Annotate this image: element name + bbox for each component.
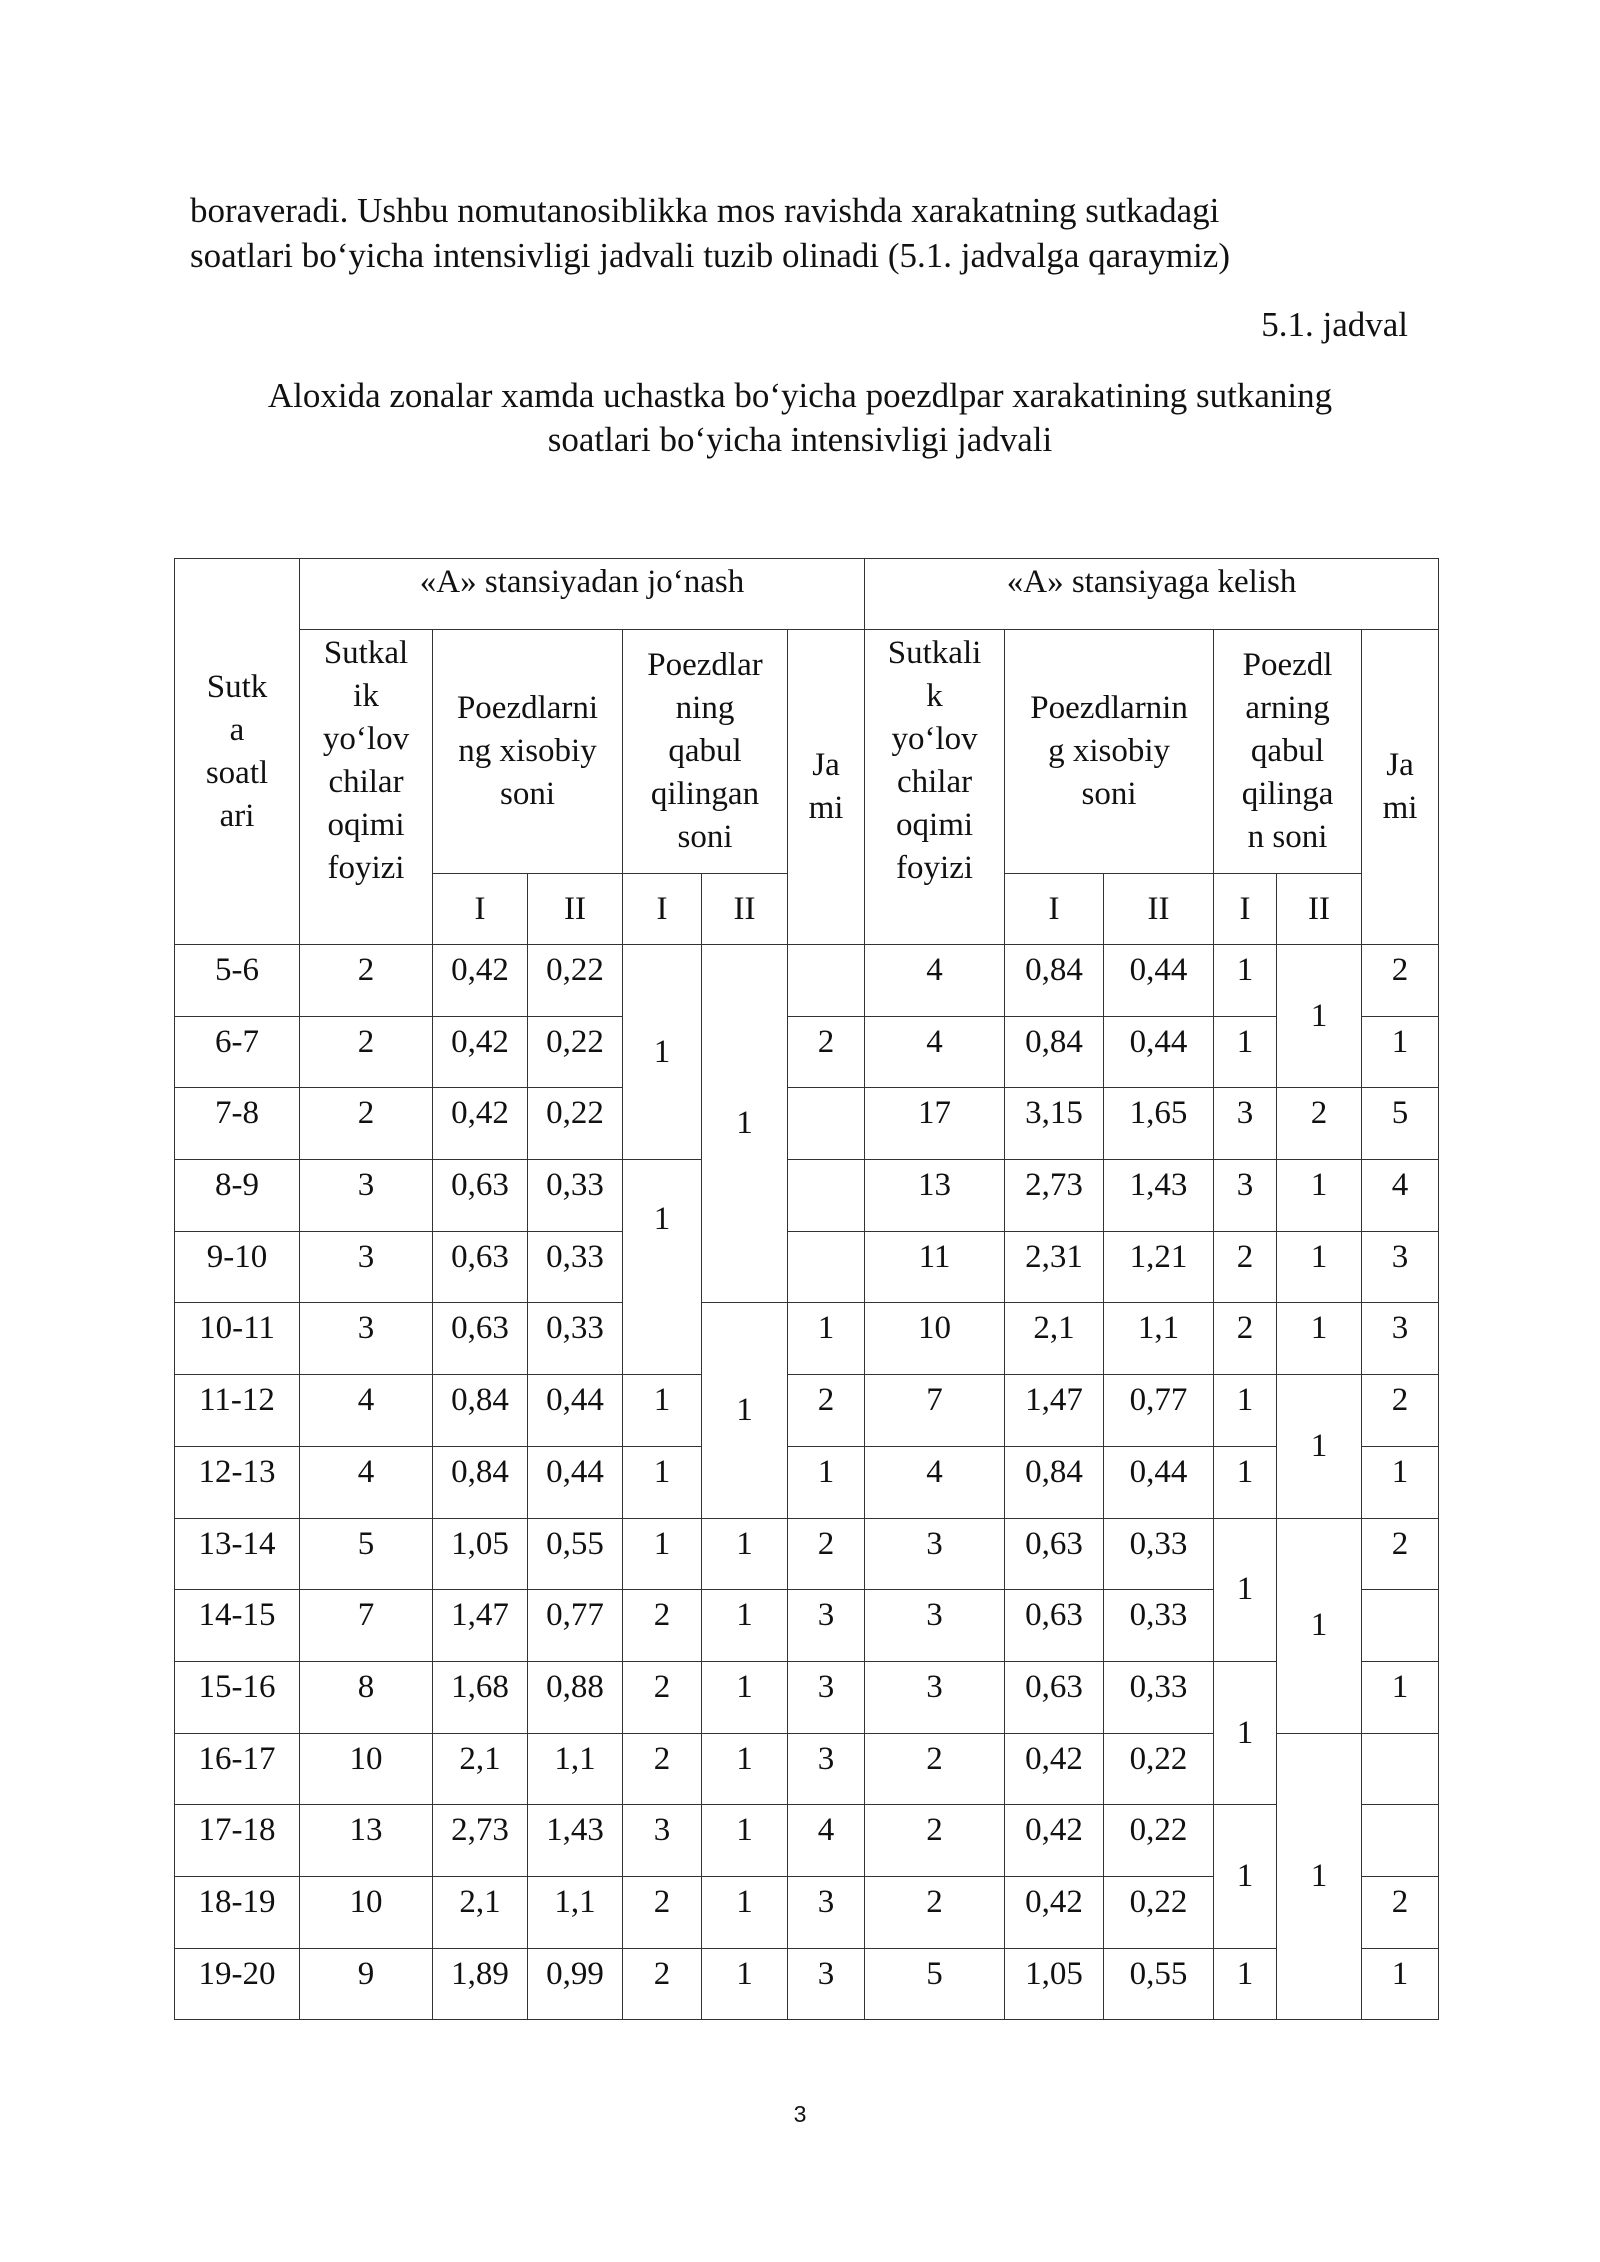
cell-dep-recv-i: 2	[623, 1876, 702, 1948]
cell-dep-recv-ii: 1	[702, 1661, 788, 1733]
table-row	[175, 1303, 1439, 1375]
subheader-dep-calc-i: I	[433, 874, 528, 945]
cell-dep-ii: 0,22	[528, 945, 623, 1017]
table-title-line-1: Aloxida zonalar xamda uchastka bo‘yicha poezdlpar xarakatining sutkaning	[267, 376, 1333, 415]
cell-dep-recv-ii: 1	[702, 1303, 788, 1518]
cell-dep-i: 2,1	[433, 1733, 528, 1805]
cell-dep-recv-i: 2	[623, 1590, 702, 1662]
cell-arr-total: 1	[1362, 1661, 1439, 1733]
cell-arr-flow: 3	[865, 1661, 1005, 1733]
subheader-arr-calc-ii: II	[1104, 874, 1214, 945]
cell-arr-ii: 0,44	[1104, 1446, 1214, 1518]
header-arr-passenger-flow: Sutkali k yo‘lov chilar oqimi foyizi	[865, 630, 1005, 945]
cell-dep-total: 3	[788, 1876, 865, 1948]
cell-dep-flow: 2	[300, 1016, 433, 1088]
cell-dep-i: 0,84	[433, 1375, 528, 1447]
cell-dep-flow: 2	[300, 1088, 433, 1160]
page-number: 3	[793, 2101, 807, 2127]
cell-arr-flow: 2	[865, 1733, 1005, 1805]
cell-dep-ii: 0,33	[528, 1303, 623, 1375]
cell-arr-recv-ii: 1	[1277, 1231, 1362, 1303]
cell-arr-recv-i: 3	[1214, 1088, 1277, 1160]
cell-dep-flow: 5	[300, 1518, 433, 1590]
cell-dep-i: 1,68	[433, 1661, 528, 1733]
cell-arr-total: 4	[1362, 1160, 1439, 1232]
table-row	[175, 1518, 1439, 1590]
table-row	[175, 1231, 1439, 1303]
cell-dep-total: 3	[788, 1733, 865, 1805]
cell-arr-i: 0,42	[1005, 1876, 1104, 1948]
subheader-dep-recv-ii: II	[702, 874, 788, 945]
cell-dep-total: 2	[788, 1016, 865, 1088]
header-hour-column: Sutk a soatl ari	[175, 559, 300, 945]
cell-hour: 11-12	[175, 1375, 300, 1447]
cell-dep-total: 3	[788, 1590, 865, 1662]
cell-dep-flow: 4	[300, 1375, 433, 1447]
cell-dep-total: 3	[788, 1948, 865, 2020]
cell-dep-ii: 0,99	[528, 1948, 623, 2020]
cell-arr-i: 0,63	[1005, 1590, 1104, 1662]
cell-dep-total: 2	[788, 1518, 865, 1590]
cell-dep-flow: 9	[300, 1948, 433, 2020]
cell-dep-total: 2	[788, 1375, 865, 1447]
cell-dep-ii: 0,44	[528, 1446, 623, 1518]
cell-dep-recv-ii: 1	[702, 1518, 788, 1590]
cell-dep-recv-i: 2	[623, 1661, 702, 1733]
cell-dep-flow: 3	[300, 1160, 433, 1232]
cell-arr-recv-i: 1	[1214, 1661, 1277, 1804]
cell-hour: 8-9	[175, 1160, 300, 1232]
cell-dep-recv-ii: 1	[702, 1876, 788, 1948]
cell-dep-flow: 3	[300, 1231, 433, 1303]
cell-dep-ii: 0,77	[528, 1590, 623, 1662]
table-row	[175, 1805, 1439, 1877]
cell-arr-ii: 0,22	[1104, 1876, 1214, 1948]
cell-dep-i: 0,63	[433, 1231, 528, 1303]
header-dep-passenger-flow: Sutkal ik yo‘lov chilar oqimi foyizi	[300, 630, 433, 945]
cell-arr-recv-i: 1	[1214, 1805, 1277, 1948]
cell-hour: 13-14	[175, 1518, 300, 1590]
cell-dep-total: 4	[788, 1805, 865, 1877]
cell-dep-total: 3	[788, 1661, 865, 1733]
cell-arr-recv-i: 1	[1214, 1375, 1277, 1447]
header-dep-calculated-trains: Poezdlarni ng xisobiy soni	[433, 630, 623, 874]
cell-arr-recv-i: 2	[1214, 1303, 1277, 1375]
cell-dep-i: 0,63	[433, 1303, 528, 1375]
table-row	[175, 1088, 1439, 1160]
cell-arr-i: 3,15	[1005, 1088, 1104, 1160]
cell-dep-total: 1	[788, 1446, 865, 1518]
cell-dep-ii: 0,33	[528, 1231, 623, 1303]
paragraph-line-2: soatlari bo‘yicha intensivligi jadvali tuzib olinadi (5.1. jadvalga qaraymiz)	[190, 236, 1230, 275]
cell-dep-i: 0,63	[433, 1160, 528, 1232]
cell-hour: 19-20	[175, 1948, 300, 2020]
cell-dep-recv-i: 1	[623, 1160, 702, 1375]
table-row	[175, 1016, 1439, 1088]
cell-hour: 6-7	[175, 1016, 300, 1088]
subheader-dep-calc-ii: II	[528, 874, 623, 945]
cell-arr-i: 0,84	[1005, 1016, 1104, 1088]
cell-dep-ii: 0,88	[528, 1661, 623, 1733]
table-row	[175, 1375, 1439, 1447]
cell-arr-total: 3	[1362, 1231, 1439, 1303]
cell-dep-i: 1,47	[433, 1590, 528, 1662]
cell-arr-ii: 0,33	[1104, 1590, 1214, 1662]
cell-dep-recv-ii: 1	[702, 1733, 788, 1805]
table-row	[175, 945, 1439, 1017]
cell-dep-flow: 10	[300, 1876, 433, 1948]
cell-arr-ii: 0,33	[1104, 1518, 1214, 1590]
header-arr-total: Ja mi	[1362, 630, 1439, 945]
header-arr-received-trains: Poezdl arning qabul qilinga n soni	[1214, 630, 1362, 874]
cell-dep-flow: 10	[300, 1733, 433, 1805]
cell-arr-flow: 2	[865, 1876, 1005, 1948]
cell-dep-i: 0,42	[433, 945, 528, 1017]
cell-arr-flow: 17	[865, 1088, 1005, 1160]
cell-dep-recv-ii: 1	[702, 1805, 788, 1877]
cell-dep-i: 0,42	[433, 1088, 528, 1160]
cell-arr-recv-ii: 1	[1277, 1303, 1362, 1375]
cell-arr-total: 2	[1362, 945, 1439, 1017]
cell-dep-flow: 4	[300, 1446, 433, 1518]
cell-dep-recv-i: 3	[623, 1805, 702, 1877]
cell-dep-ii: 0,22	[528, 1016, 623, 1088]
cell-arr-total: 3	[1362, 1303, 1439, 1375]
cell-dep-ii: 0,33	[528, 1160, 623, 1232]
cell-arr-total: 5	[1362, 1088, 1439, 1160]
cell-hour: 5-6	[175, 945, 300, 1017]
table-title	[175, 374, 1425, 462]
cell-dep-flow: 3	[300, 1303, 433, 1375]
cell-arr-i: 0,42	[1005, 1805, 1104, 1877]
intensity-table	[174, 558, 1439, 2020]
subheader-dep-recv-i: I	[623, 874, 702, 945]
cell-arr-recv-i: 1	[1214, 1518, 1277, 1661]
cell-dep-ii: 0,44	[528, 1375, 623, 1447]
cell-arr-flow: 10	[865, 1303, 1005, 1375]
cell-hour: 18-19	[175, 1876, 300, 1948]
cell-arr-i: 0,84	[1005, 1446, 1104, 1518]
cell-hour: 9-10	[175, 1231, 300, 1303]
cell-arr-ii: 0,44	[1104, 945, 1214, 1017]
cell-arr-recv-i: 1	[1214, 1016, 1277, 1088]
cell-arr-ii: 0,33	[1104, 1661, 1214, 1733]
cell-dep-recv-i: 2	[623, 1733, 702, 1805]
cell-arr-recv-ii: 1	[1277, 945, 1362, 1088]
cell-dep-ii: 1,1	[528, 1876, 623, 1948]
cell-arr-ii: 0,22	[1104, 1733, 1214, 1805]
table-number-label: 5.1. jadval	[1261, 305, 1408, 344]
header-dep-received-trains: Poezdlar ning qabul qilingan soni	[623, 630, 788, 874]
cell-dep-i: 1,89	[433, 1948, 528, 2020]
cell-dep-recv-i: 1	[623, 1375, 702, 1447]
cell-arr-total: 1	[1362, 1948, 1439, 2020]
subheader-arr-calc-i: I	[1005, 874, 1104, 945]
cell-arr-total	[1362, 1805, 1439, 1877]
cell-arr-recv-i: 1	[1214, 1446, 1277, 1518]
cell-arr-total: 2	[1362, 1876, 1439, 1948]
cell-dep-i: 0,84	[433, 1446, 528, 1518]
cell-arr-recv-i: 1	[1214, 945, 1277, 1017]
cell-arr-ii: 0,22	[1104, 1805, 1214, 1877]
cell-hour: 12-13	[175, 1446, 300, 1518]
cell-arr-ii: 0,55	[1104, 1948, 1214, 2020]
cell-arr-ii: 0,77	[1104, 1375, 1214, 1447]
header-departure-group: «A» stansiyadan jo‘nash	[300, 559, 865, 630]
cell-dep-flow: 2	[300, 945, 433, 1017]
table-title-line-2: soatlari bo‘yicha intensivligi jadvali	[547, 420, 1053, 459]
cell-arr-recv-i: 2	[1214, 1231, 1277, 1303]
cell-arr-i: 1,05	[1005, 1948, 1104, 2020]
cell-dep-recv-i: 1	[623, 1446, 702, 1518]
cell-dep-ii: 0,55	[528, 1518, 623, 1590]
cell-arr-total: 1	[1362, 1016, 1439, 1088]
cell-arr-flow: 3	[865, 1590, 1005, 1662]
cell-arr-i: 0,63	[1005, 1518, 1104, 1590]
paragraph-line-1: boraveradi. Ushbu nomutanosiblikka mos ravishda xarakatning sutkadagi	[190, 191, 1220, 230]
cell-arr-i: 1,47	[1005, 1375, 1104, 1447]
cell-arr-ii: 1,43	[1104, 1160, 1214, 1232]
cell-hour: 7-8	[175, 1088, 300, 1160]
table-row	[175, 1446, 1439, 1518]
cell-dep-i: 1,05	[433, 1518, 528, 1590]
cell-arr-recv-i: 3	[1214, 1160, 1277, 1232]
cell-arr-ii: 0,44	[1104, 1016, 1214, 1088]
cell-arr-total	[1362, 1733, 1439, 1805]
subheader-arr-recv-i: I	[1214, 874, 1277, 945]
cell-arr-recv-ii: 1	[1277, 1733, 1362, 2020]
cell-arr-i: 2,31	[1005, 1231, 1104, 1303]
cell-dep-ii: 1,1	[528, 1733, 623, 1805]
header-arr-calculated-trains: Poezdlarnin g xisobiy soni	[1005, 630, 1214, 874]
cell-arr-flow: 7	[865, 1375, 1005, 1447]
cell-arr-total: 2	[1362, 1518, 1439, 1590]
cell-arr-flow: 4	[865, 1446, 1005, 1518]
cell-dep-recv-ii: 1	[702, 945, 788, 1303]
cell-hour: 10-11	[175, 1303, 300, 1375]
cell-dep-total	[788, 1088, 865, 1160]
cell-arr-i: 0,63	[1005, 1661, 1104, 1733]
cell-hour: 17-18	[175, 1805, 300, 1877]
cell-arr-recv-ii: 2	[1277, 1088, 1362, 1160]
cell-dep-total	[788, 1160, 865, 1232]
cell-dep-flow: 7	[300, 1590, 433, 1662]
cell-arr-i: 2,1	[1005, 1303, 1104, 1375]
table-row	[175, 1948, 1439, 2020]
cell-dep-ii: 0,22	[528, 1088, 623, 1160]
cell-dep-recv-i: 1	[623, 945, 702, 1160]
cell-arr-total: 2	[1362, 1375, 1439, 1447]
header-dep-total: Ja mi	[788, 630, 865, 945]
cell-arr-total	[1362, 1590, 1439, 1662]
cell-hour: 14-15	[175, 1590, 300, 1662]
header-arrival-group: «A» stansiyaga kelish	[865, 559, 1439, 630]
cell-arr-recv-i: 1	[1214, 1948, 1277, 2020]
table-row	[175, 1661, 1439, 1733]
cell-dep-i: 0,42	[433, 1016, 528, 1088]
cell-arr-flow: 11	[865, 1231, 1005, 1303]
cell-arr-recv-ii: 1	[1277, 1375, 1362, 1518]
cell-arr-recv-ii: 1	[1277, 1160, 1362, 1232]
cell-arr-flow: 2	[865, 1805, 1005, 1877]
cell-arr-flow: 4	[865, 1016, 1005, 1088]
cell-dep-flow: 8	[300, 1661, 433, 1733]
cell-arr-i: 2,73	[1005, 1160, 1104, 1232]
body-paragraph	[190, 188, 1408, 278]
cell-dep-i: 2,73	[433, 1805, 528, 1877]
cell-hour: 16-17	[175, 1733, 300, 1805]
cell-arr-flow: 4	[865, 945, 1005, 1017]
cell-arr-ii: 1,65	[1104, 1088, 1214, 1160]
cell-dep-flow: 13	[300, 1805, 433, 1877]
cell-hour: 15-16	[175, 1661, 300, 1733]
cell-arr-ii: 1,1	[1104, 1303, 1214, 1375]
subheader-arr-recv-ii: II	[1277, 874, 1362, 945]
cell-dep-recv-ii: 1	[702, 1948, 788, 2020]
cell-arr-flow: 5	[865, 1948, 1005, 2020]
cell-dep-recv-ii: 1	[702, 1590, 788, 1662]
cell-arr-total: 1	[1362, 1446, 1439, 1518]
cell-dep-recv-i: 2	[623, 1948, 702, 2020]
cell-arr-i: 0,84	[1005, 945, 1104, 1017]
cell-dep-recv-i: 1	[623, 1518, 702, 1590]
cell-dep-total	[788, 1231, 865, 1303]
table-row	[175, 1160, 1439, 1232]
cell-dep-total	[788, 945, 865, 1017]
cell-dep-ii: 1,43	[528, 1805, 623, 1877]
cell-arr-flow: 13	[865, 1160, 1005, 1232]
cell-arr-ii: 1,21	[1104, 1231, 1214, 1303]
cell-dep-i: 2,1	[433, 1876, 528, 1948]
cell-arr-i: 0,42	[1005, 1733, 1104, 1805]
cell-arr-flow: 3	[865, 1518, 1005, 1590]
cell-dep-total: 1	[788, 1303, 865, 1375]
cell-arr-recv-ii: 1	[1277, 1518, 1362, 1733]
